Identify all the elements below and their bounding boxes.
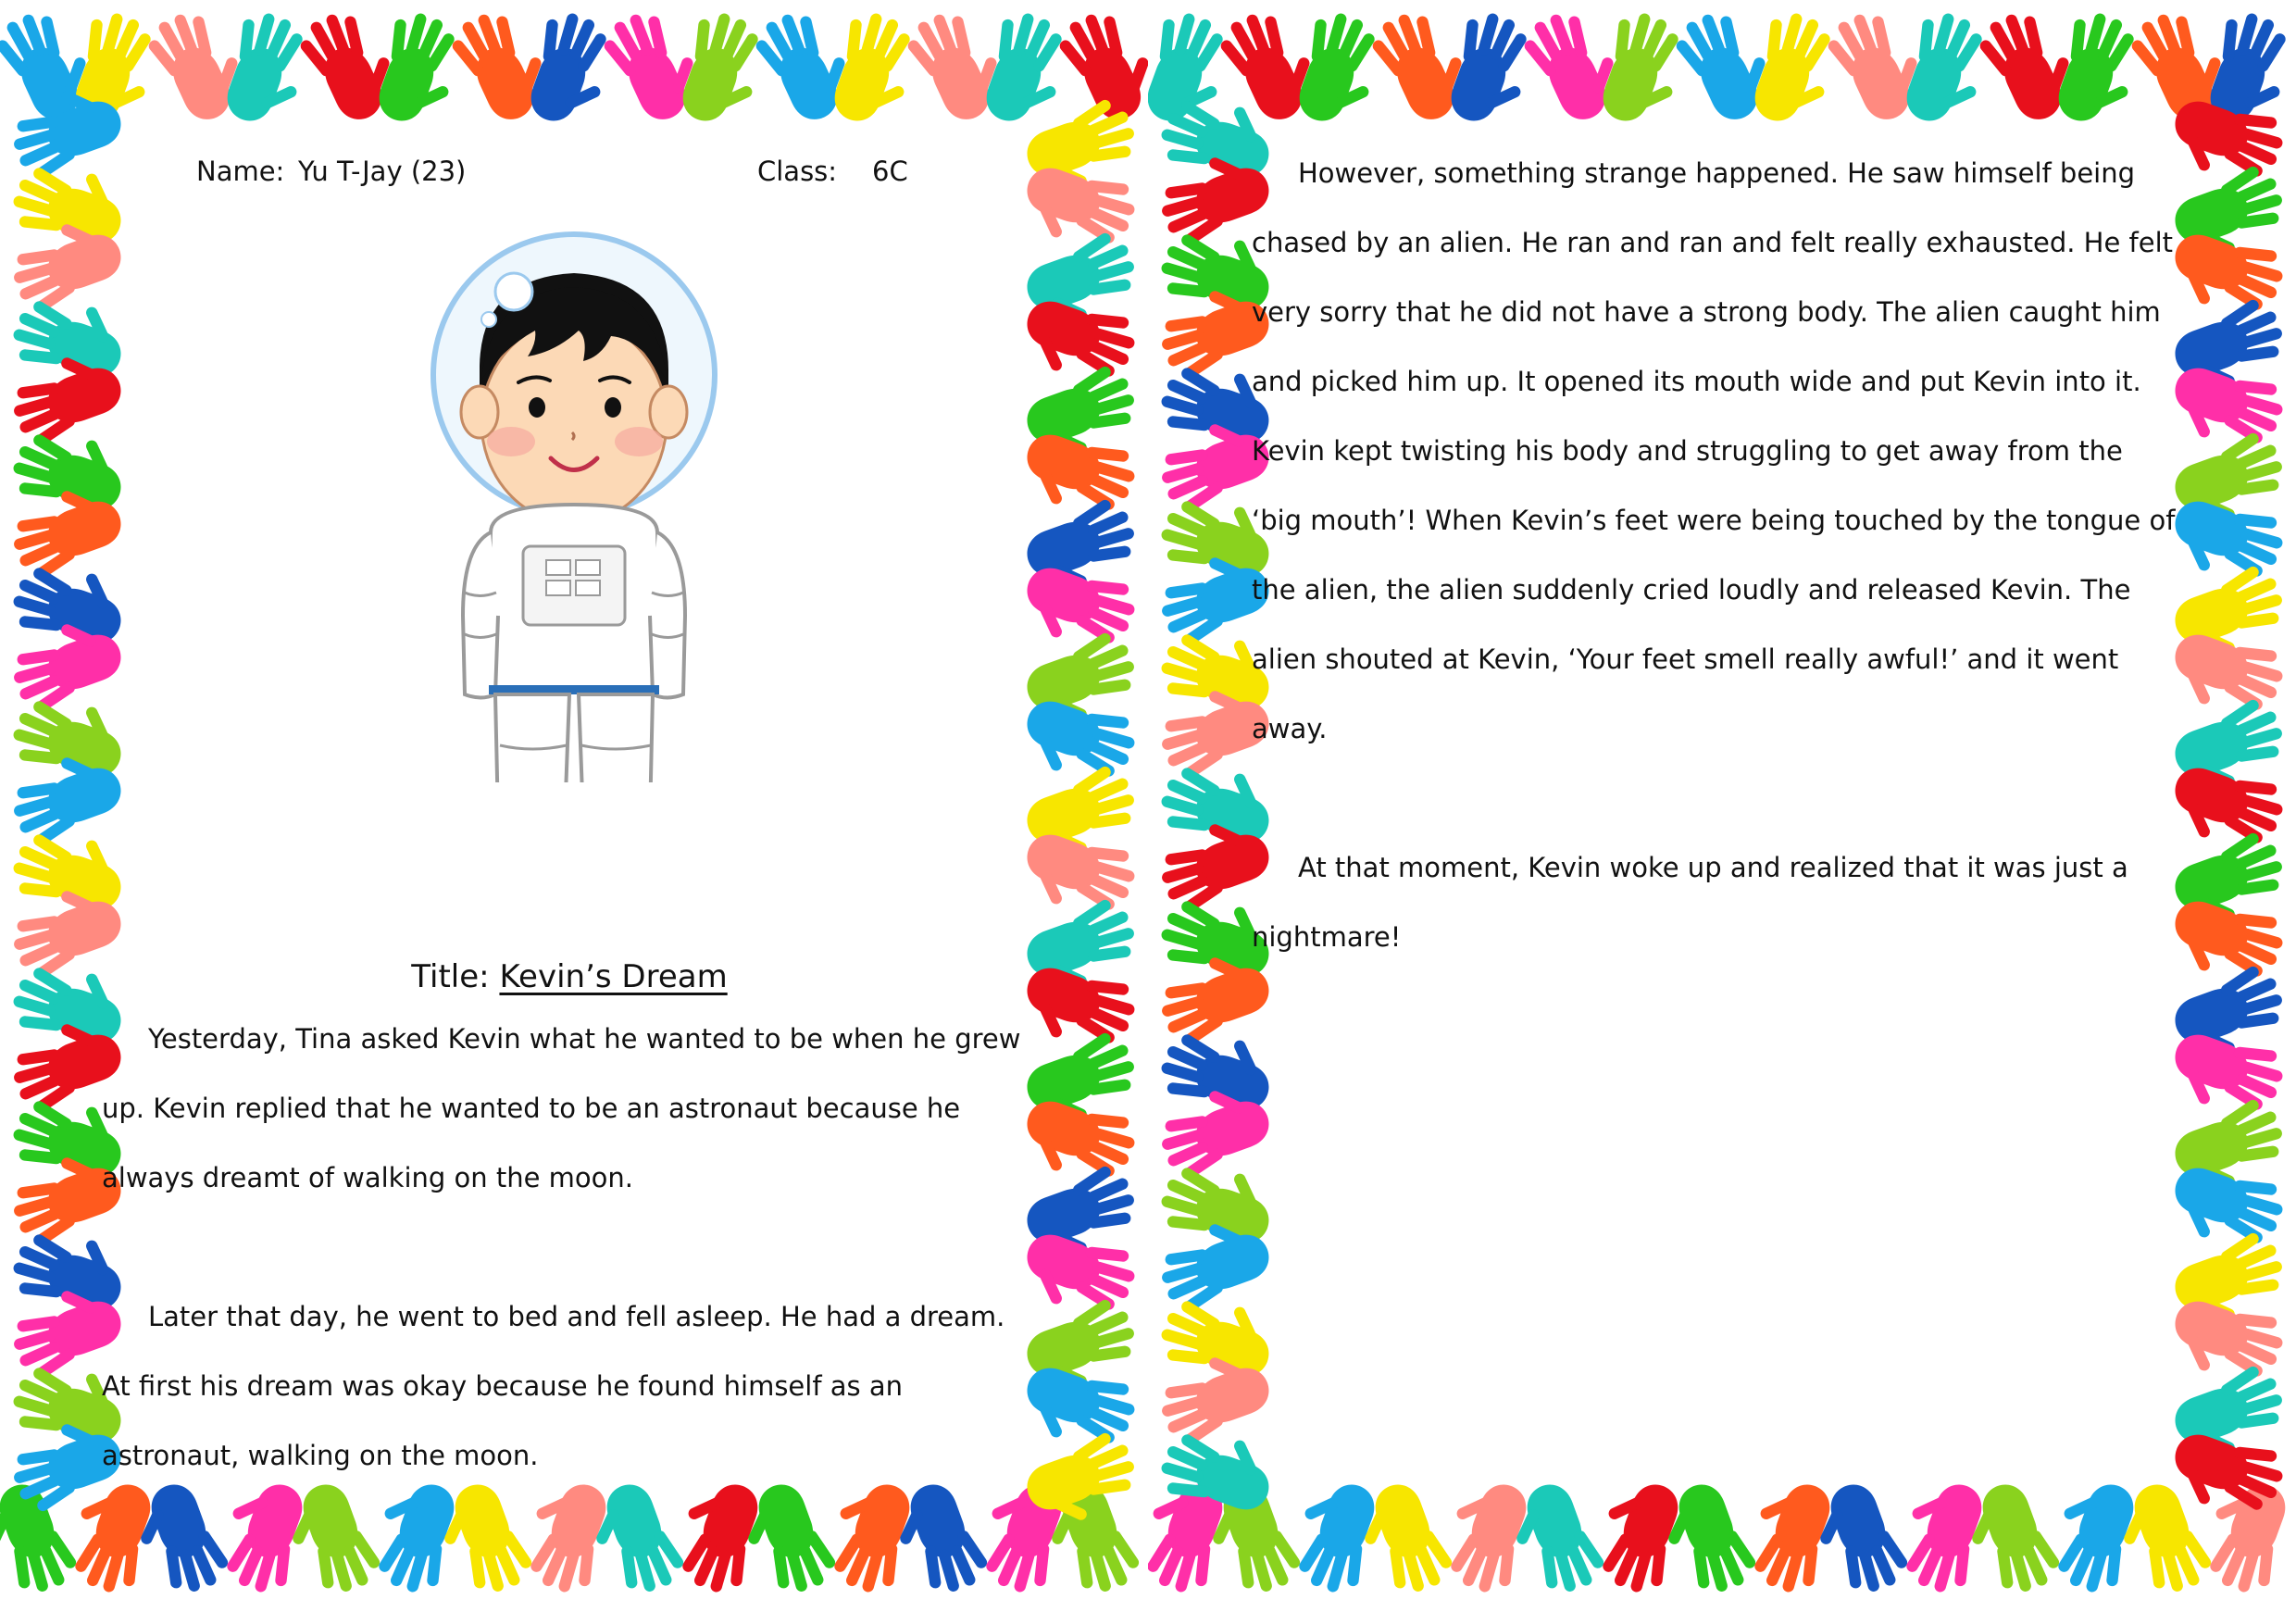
paragraph-3 (1252, 139, 2177, 764)
astronaut-boy-icon (426, 227, 731, 782)
title-text: Kevin’s Dream (499, 958, 728, 995)
paragraph-4 (1252, 833, 2177, 972)
name-label: Name: (196, 156, 285, 187)
colorful-handprint-icon (0, 1475, 83, 1605)
title-label: Title: (411, 958, 490, 995)
paragraph-2-text: Later that day, he went to bed and fell asleep. He had a dream. At first his dream was okay because he found himself as an astronaut, walking on the moon. (102, 1301, 1005, 1471)
paragraph-1 (102, 1005, 1037, 1213)
page-right-content (1252, 139, 2177, 972)
class-label: Class: (757, 156, 838, 187)
student-header (102, 139, 1037, 194)
paragraph-1-text: Yesterday, Tina asked Kevin what he wanted to be when he grew up. Kevin replied that he wanted to be an astronaut because he always dreamt of walking on the moon. (102, 1023, 1021, 1193)
class-value: 6C (872, 156, 908, 187)
paragraph-2 (102, 1282, 1037, 1491)
paragraph-3-text: However, something strange happened. He saw himself being chased by an alien. He ran and ran and felt really exhausted. He felt very sorry that he did not have a strong body. The alien caught him and picked him up. It opened its mouth wide and put Kevin into it. Kevin kept twisting his body and struggling to get away from the ‘big mouth’! When Kevin’s feet were being touched by the tongue of the alien, the alien suddenly cried loudly and released Kevin. The alien shouted at Kevin, ‘Your feet smell really awful!’ and it went away. (1252, 157, 2176, 744)
name-value: Yu T-Jay (23) (298, 156, 467, 187)
paragraph-4-text: At that moment, Kevin woke up and realized that it was just a nightmare! (1252, 852, 2128, 953)
story-title (102, 949, 1037, 1005)
